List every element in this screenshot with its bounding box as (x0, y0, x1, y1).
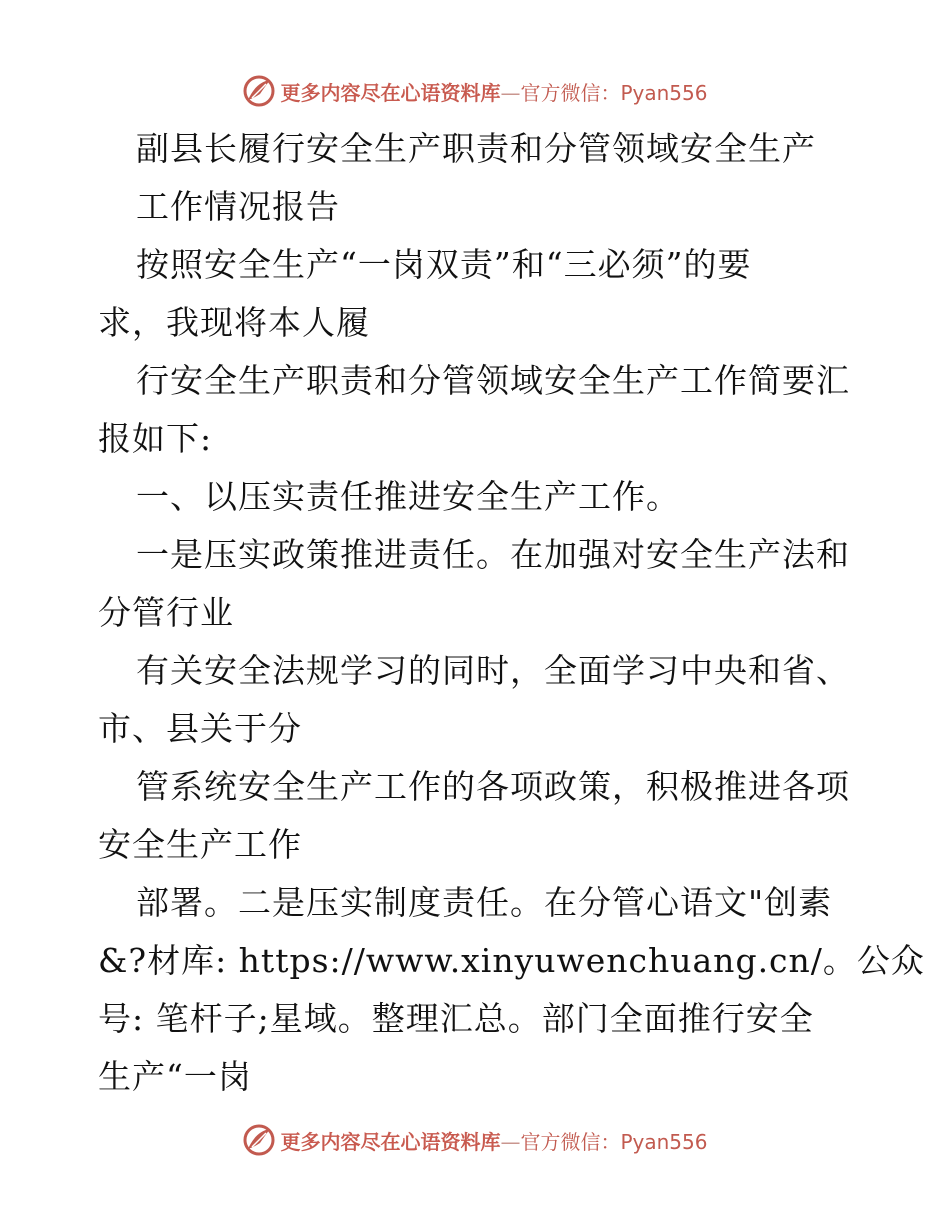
paragraph-line: 行安全生产职责和分管领域安全生产工作简要汇 (136, 361, 850, 400)
paragraph-line: 一是压实政策推进责任。在加强对安全生产法和 (136, 535, 850, 574)
paragraph-line: 求，我现将本人履 (98, 303, 370, 342)
paragraph-line: 有关安全法规学习的同时，全面学习中央和省、 (136, 651, 850, 690)
paragraph-line: 按照安全生产“一岗双责”和“三必须”的要 (136, 245, 752, 284)
title-line-2: 工作情况报告 (136, 187, 340, 226)
paragraph-line: 部署。二是压实制度责任。在分管心语文"创素 (136, 883, 833, 922)
document-body (98, 120, 925, 1106)
paragraph-line: 市、县关于分 (98, 709, 302, 748)
section-heading: 一、以压实责任推进安全生产工作。 (136, 477, 680, 516)
paragraph-line: 分管行业 (98, 593, 234, 632)
paragraph-line: &?材库: https://www.xinyuwenchuang.cn/。公众 (98, 941, 925, 980)
paragraph-line: 号: 笔杆子;星域。整理汇总。部门全面推行安全 (98, 999, 814, 1038)
pen-logo-icon (242, 74, 276, 108)
watermark-text: 更多内容尽在心语资料库—官方微信：Pyan556 (280, 1129, 708, 1154)
header-watermark (0, 71, 950, 111)
paragraph-line: 报如下: (98, 419, 213, 458)
footer-watermark (0, 1120, 950, 1160)
paragraph-line: 安全生产工作 (98, 825, 302, 864)
paragraph-line: 管系统安全生产工作的各项政策，积极推进各项 (136, 767, 850, 806)
pen-logo-icon (242, 1123, 276, 1157)
title-line-1: 副县长履行安全生产职责和分管领域安全生产 (136, 129, 816, 168)
watermark-text: 更多内容尽在心语资料库—官方微信：Pyan556 (280, 80, 708, 105)
paragraph-line: 生产“一岗 (98, 1057, 252, 1096)
